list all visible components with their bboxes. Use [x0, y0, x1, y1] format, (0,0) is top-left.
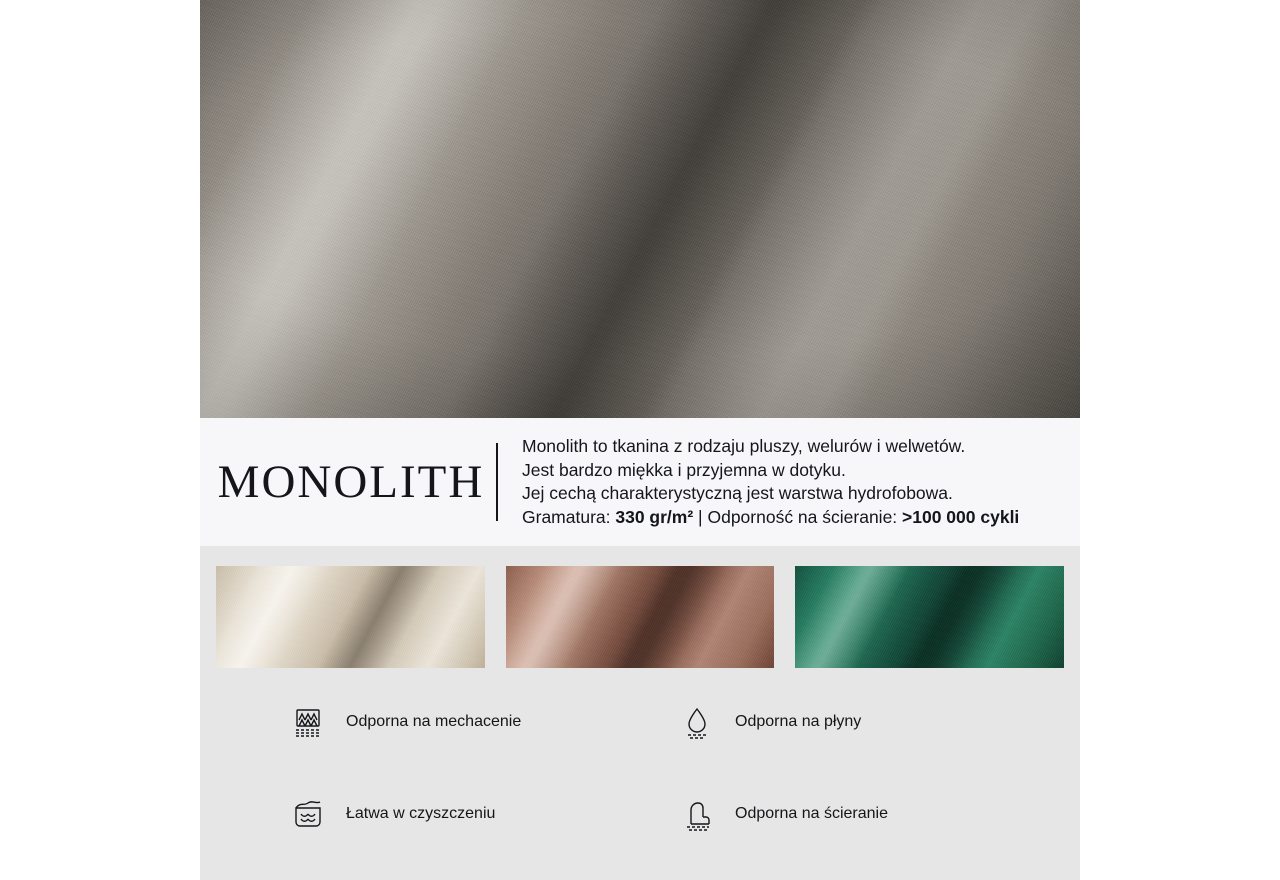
weight-value: 330 gr/m²: [615, 506, 694, 527]
feature-list: [200, 668, 1080, 836]
swatch-brown[interactable]: [506, 566, 775, 668]
anti-pilling-icon: [286, 700, 330, 744]
page-title: MONOLITH: [217, 456, 485, 508]
description-line-3: Jej cechą charakterystyczną jest warstwa hydrofobowa.: [522, 483, 953, 503]
easy-clean-icon: [286, 792, 330, 836]
feature-easy-clean: [286, 792, 675, 836]
weight-label: Gramatura:: [522, 506, 616, 527]
feature-anti-pilling: [286, 700, 675, 744]
liquid-drop-icon: [675, 700, 719, 744]
feature-label: Odporna na mechacenie: [346, 713, 522, 730]
abrasion-icon: [675, 792, 719, 836]
spec-line: [522, 506, 1019, 530]
product-card: [200, 0, 1080, 880]
swatch-sheen: [216, 566, 485, 668]
abrasion-value: >100 000 cykli: [902, 506, 1020, 527]
spec-separator: |: [693, 506, 708, 527]
description-line-2: Jest bardzo miękka i przyjemna w dotyku.: [522, 459, 846, 480]
swatch-beige[interactable]: [216, 566, 485, 668]
description-line-1: Monolith to tkanina z rodzaju pluszy, welurów i welwetów.: [522, 436, 966, 456]
swatch-sheen: [506, 566, 775, 668]
abrasion-label: Odporność na ścieranie:: [707, 506, 903, 527]
vertical-divider: [496, 443, 498, 521]
feature-liquid-resistant: [675, 700, 1064, 744]
description-block: [522, 435, 1019, 529]
feature-label: Łatwa w czyszczeniu: [346, 805, 496, 822]
feature-label: Odporna na płyny: [735, 713, 862, 730]
swatch-row: [200, 546, 1080, 668]
feature-label: Odporna na ścieranie: [735, 805, 888, 822]
hero-fabric-image: [200, 0, 1080, 418]
swatch-sheen: [795, 566, 1064, 668]
feature-abrasion-resistant: [675, 792, 1064, 836]
swatch-green[interactable]: [795, 566, 1064, 668]
info-block: [200, 418, 1080, 546]
hero-vignette-layer: [200, 0, 1080, 418]
